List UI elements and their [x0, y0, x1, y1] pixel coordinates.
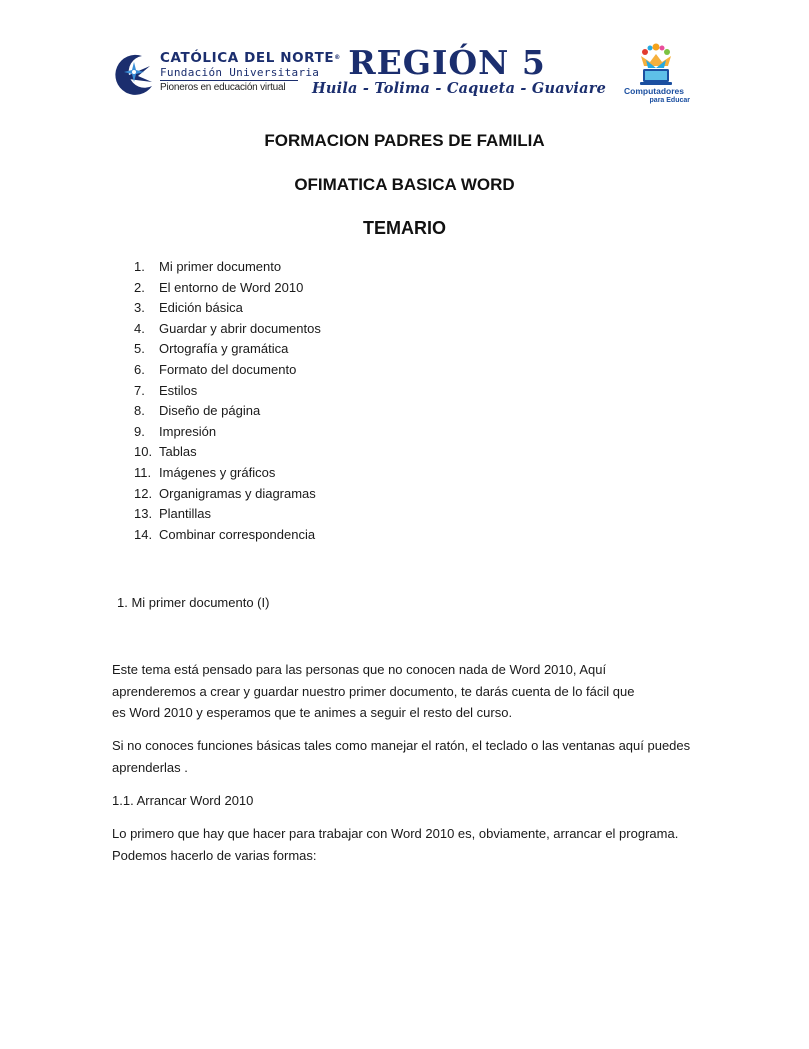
cpe-name: Computadores: [624, 86, 684, 96]
cpe-sub: para Educar: [649, 97, 690, 104]
heading-ofimatica: OFIMATICA BASICA WORD: [294, 175, 515, 194]
catolica-fundacion: Fundación Universitaria: [160, 66, 320, 79]
list-item: 7. Estilos: [134, 382, 198, 398]
computadores-para-educar-logo: [618, 42, 690, 108]
list-item: 9. Impresión: [134, 423, 217, 439]
list-item: 3. Edición básica: [134, 300, 243, 316]
catolica-del-norte-logo: [112, 50, 341, 102]
list-item: 8. Diseño de página: [134, 403, 261, 419]
temario-list: [134, 257, 321, 545]
list-item: 5. Ortografía y gramática: [134, 341, 289, 357]
paragraph-arrancar: Lo primero que hay que hacer para trabajar con Word 2010 es, obviamente, arrancar el programa. Podemos hacerlo de varias formas:: [112, 826, 679, 863]
paragraph-intro: Este tema está pensado para las personas que no conocen nada de Word 2010, Aquí aprenderemos a crear y guardar nuestro primer documento, te darás cuenta de lo fácil que es Word 2010 y esperamos que te animes a seguir el resto del curso.: [112, 662, 635, 720]
subsection-heading-1-1: 1.1. Arrancar Word 2010: [112, 793, 254, 808]
paragraph-basic-functions: Si no conoces funciones básicas tales como manejar el ratón, el teclado o las ventanas aquí puedes aprenderlas .: [112, 738, 691, 775]
list-item: 13. Plantillas: [134, 506, 212, 522]
list-item: 4. Guardar y abrir documentos: [134, 320, 321, 336]
cpe-figures-icon: [636, 42, 676, 86]
catolica-slogan: Pioneros en educación virtual: [160, 82, 286, 93]
list-item: 2. El entorno de Word 2010: [134, 279, 304, 295]
region-subtitle: Huila - Tolima - Caqueta - Guaviare: [312, 80, 606, 97]
list-item: 6. Formato del documento: [134, 361, 297, 377]
list-item: 10. Tablas: [134, 444, 197, 460]
region-5-logo: [312, 43, 606, 104]
catolica-name: CATÓLICA DEL NORTE®: [160, 50, 341, 66]
list-item: 11. Imágenes y gráficos: [134, 464, 276, 480]
list-item: 1. Mi primer documento: [134, 259, 282, 274]
heading-temario: TEMARIO: [363, 218, 446, 238]
section-heading-1: 1. Mi primer documento (I): [117, 595, 270, 610]
list-item: 12. Organigramas y diagramas: [134, 485, 316, 501]
region-title: REGIÓN 5: [348, 43, 546, 82]
catolica-emblem-icon: [112, 52, 156, 98]
heading-formacion: FORMACION PADRES DE FAMILIA: [264, 131, 545, 150]
list-item: 14. Combinar correspondencia: [134, 526, 316, 542]
